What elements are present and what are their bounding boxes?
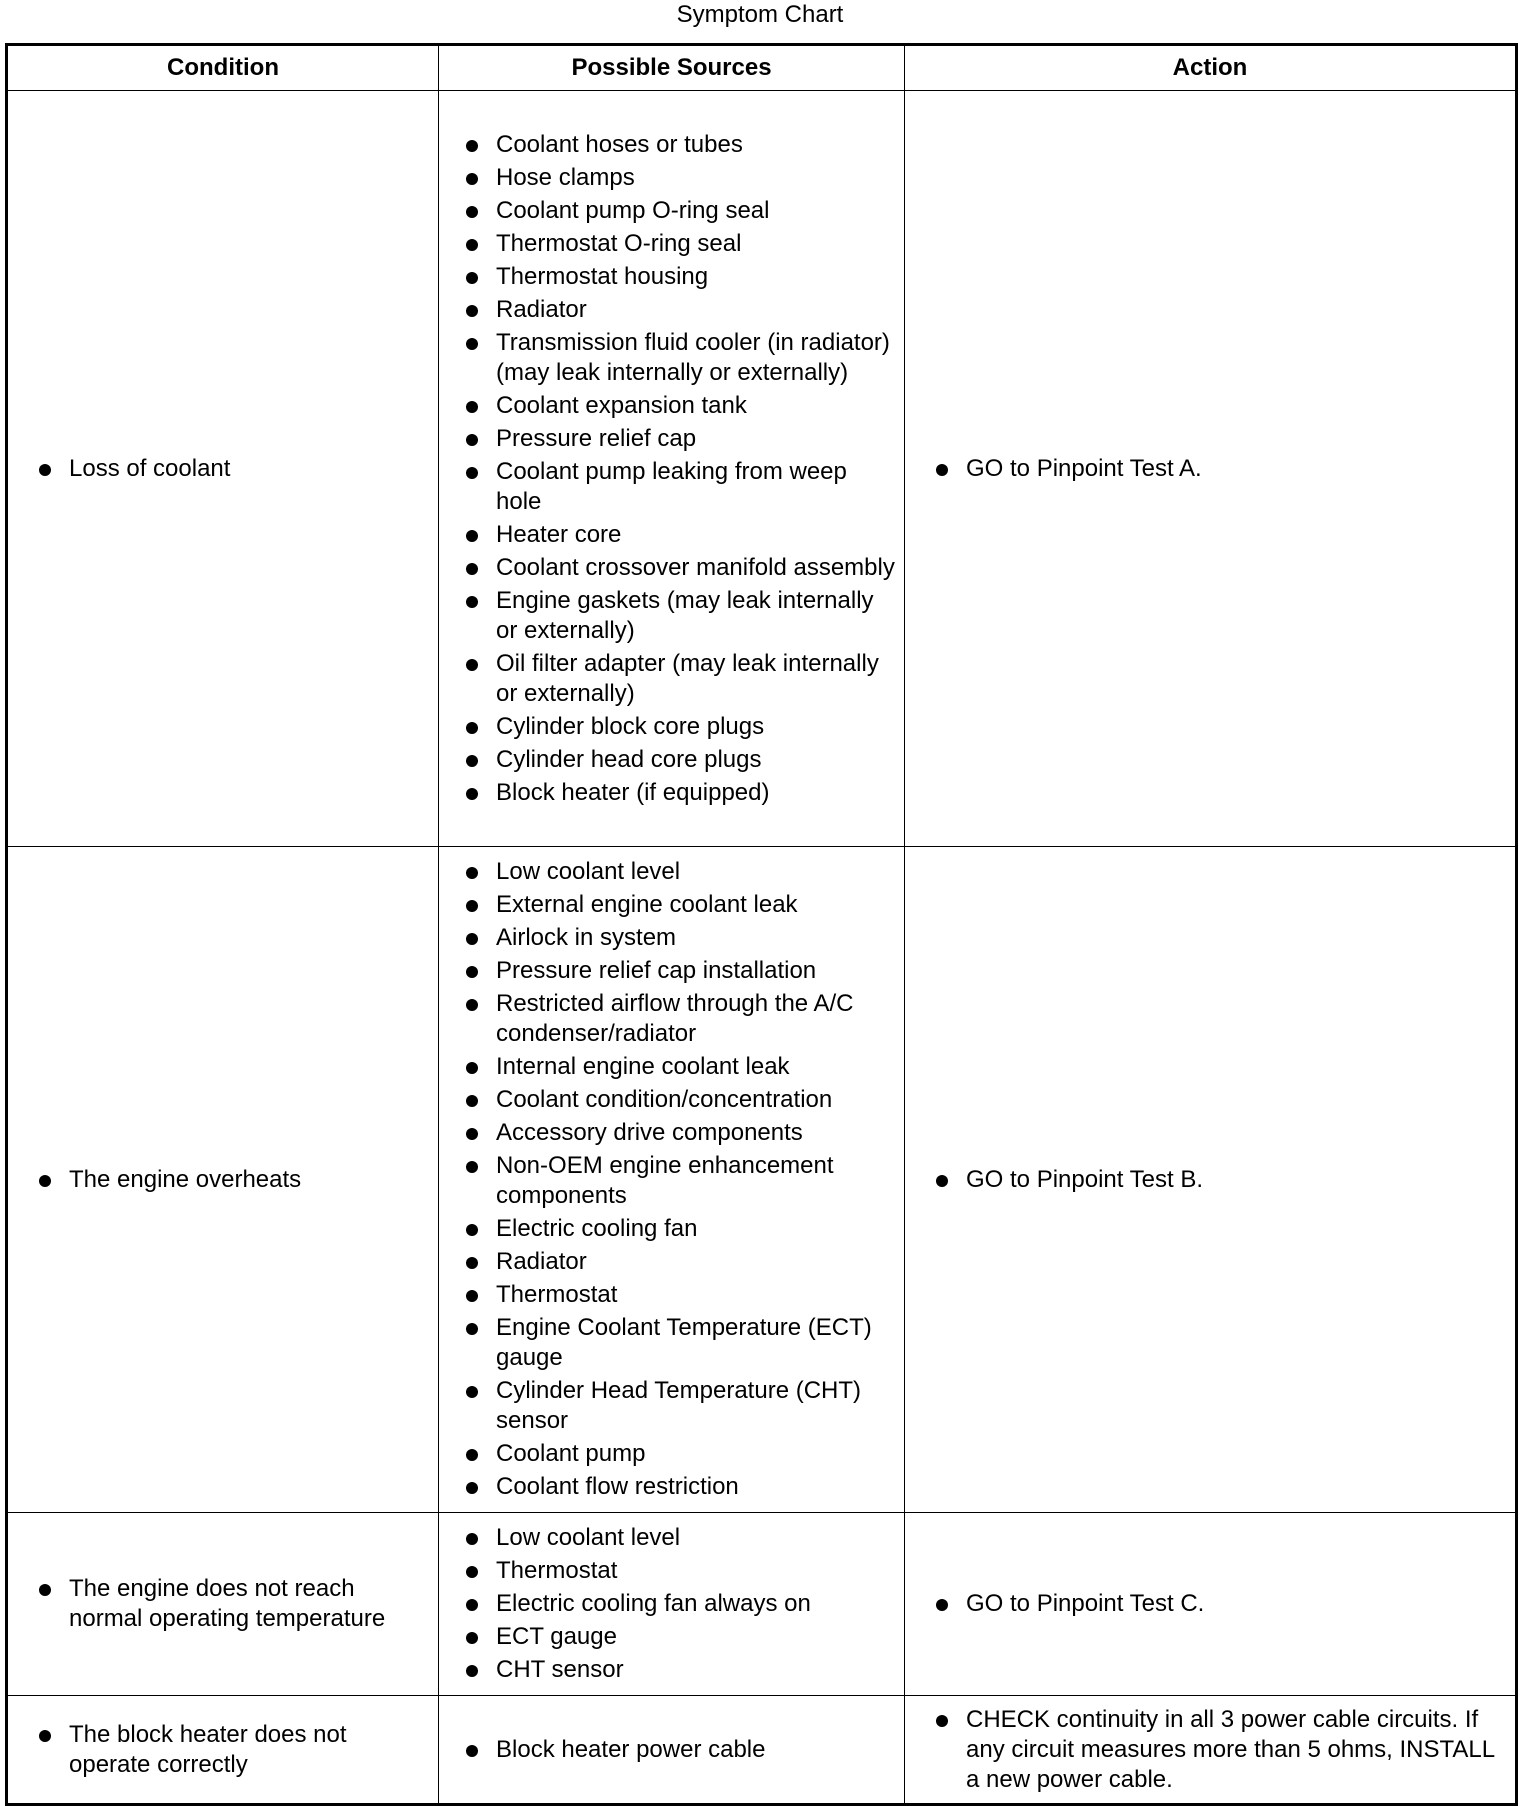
source-item: Heater core <box>439 520 898 550</box>
bullet-list <box>8 446 438 492</box>
source-item: Restricted airflow through the A/C condenser/radiator <box>439 989 898 1049</box>
table-row <box>7 91 1517 847</box>
source-item: Thermostat housing <box>439 262 898 292</box>
source-item: Coolant pump <box>439 1439 898 1469</box>
source-item: Low coolant level <box>439 857 898 887</box>
header-row <box>7 45 1517 91</box>
bullet-list <box>439 1725 904 1775</box>
action-cell <box>905 91 1517 847</box>
condition-item: The engine overheats <box>12 1165 430 1195</box>
source-item: Coolant flow restriction <box>439 1472 898 1502</box>
sources-cell <box>439 1513 905 1696</box>
source-item: Radiator <box>439 295 898 325</box>
source-item: Coolant hoses or tubes <box>439 130 898 160</box>
source-item: Coolant crossover manifold assembly <box>439 553 898 583</box>
source-item: Low coolant level <box>439 1523 898 1553</box>
action-item: CHECK continuity in all 3 power cable circuits. If any circuit measures more than 5 ohms, INSTALL a new power cable. <box>909 1705 1507 1795</box>
condition-cell <box>7 1513 439 1696</box>
symptom-chart-table <box>5 43 1518 1806</box>
source-item: Cylinder block core plugs <box>439 712 898 742</box>
bullet-list <box>8 1566 438 1642</box>
source-item: Transmission fluid cooler (in radiator) (may leak internally or externally) <box>439 328 898 388</box>
header-condition: Condition <box>7 45 439 91</box>
action-item: GO to Pinpoint Test A. <box>909 454 1507 484</box>
source-item: Block heater (if equipped) <box>439 778 898 808</box>
bullet-list <box>439 847 904 1512</box>
source-item: Non-OEM engine enhancement components <box>439 1151 898 1211</box>
source-item: Block heater power cable <box>439 1735 898 1765</box>
bullet-list <box>905 1697 1515 1803</box>
bullet-list <box>439 1513 904 1695</box>
header-possible-sources: Possible Sources <box>439 45 905 91</box>
condition-item: Loss of coolant <box>12 454 430 484</box>
source-item: Thermostat O-ring seal <box>439 229 898 259</box>
bullet-list <box>439 120 904 818</box>
source-item: ECT gauge <box>439 1622 898 1652</box>
sources-cell <box>439 847 905 1513</box>
source-item: Cylinder Head Temperature (CHT) sensor <box>439 1376 898 1436</box>
source-item: Thermostat <box>439 1280 898 1310</box>
sources-cell <box>439 91 905 847</box>
source-item: Airlock in system <box>439 923 898 953</box>
condition-cell <box>7 847 439 1513</box>
action-cell <box>905 847 1517 1513</box>
condition-item: The block heater does not operate correctly <box>12 1720 430 1780</box>
condition-cell <box>7 1696 439 1805</box>
source-item: Coolant pump leaking from weep hole <box>439 457 898 517</box>
source-item: CHT sensor <box>439 1655 898 1685</box>
source-item: Coolant pump O-ring seal <box>439 196 898 226</box>
source-item: Pressure relief cap installation <box>439 956 898 986</box>
action-item: GO to Pinpoint Test B. <box>909 1165 1507 1195</box>
source-item: Electric cooling fan <box>439 1214 898 1244</box>
source-item: Coolant condition/concentration <box>439 1085 898 1115</box>
action-cell <box>905 1513 1517 1696</box>
table-row <box>7 1513 1517 1696</box>
bullet-list <box>905 446 1515 492</box>
condition-item: The engine does not reach normal operating temperature <box>12 1574 430 1634</box>
bullet-list <box>8 1157 438 1203</box>
source-item: Radiator <box>439 1247 898 1277</box>
table-row <box>7 1696 1517 1805</box>
action-cell <box>905 1696 1517 1805</box>
sources-cell <box>439 1696 905 1805</box>
action-item: GO to Pinpoint Test C. <box>909 1589 1507 1619</box>
bullet-list <box>905 1157 1515 1203</box>
source-item: Thermostat <box>439 1556 898 1586</box>
source-item: Engine gaskets (may leak internally or externally) <box>439 586 898 646</box>
source-item: Engine Coolant Temperature (ECT) gauge <box>439 1313 898 1373</box>
source-item: Electric cooling fan always on <box>439 1589 898 1619</box>
condition-cell <box>7 91 439 847</box>
source-item: Pressure relief cap <box>439 424 898 454</box>
chart-body <box>7 91 1517 1805</box>
source-item: Cylinder head core plugs <box>439 745 898 775</box>
source-item: Coolant expansion tank <box>439 391 898 421</box>
table-row <box>7 847 1517 1513</box>
source-item: Hose clamps <box>439 163 898 193</box>
source-item: Internal engine coolant leak <box>439 1052 898 1082</box>
source-item: Accessory drive components <box>439 1118 898 1148</box>
source-item: Oil filter adapter (may leak internally or externally) <box>439 649 898 709</box>
bullet-list <box>905 1581 1515 1627</box>
page-title: Symptom Chart <box>676 1 844 28</box>
bullet-list <box>8 1712 438 1788</box>
source-item: External engine coolant leak <box>439 890 898 920</box>
header-action: Action <box>905 45 1517 91</box>
